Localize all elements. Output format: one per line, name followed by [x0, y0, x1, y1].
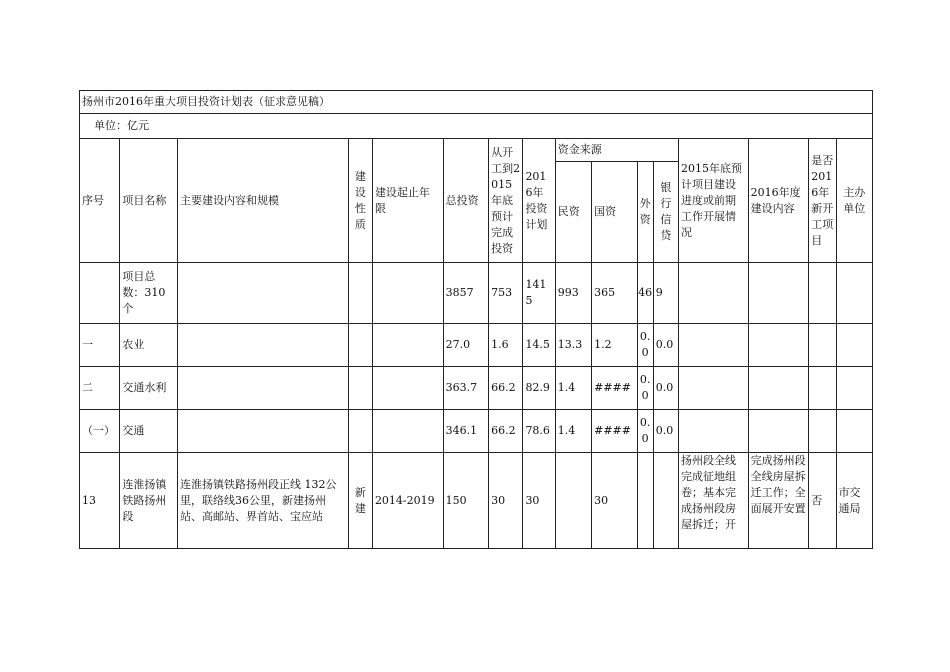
cell-name: 交通水利 — [120, 367, 178, 410]
cell-bank: 0.0 — [653, 367, 678, 410]
cell-bank — [653, 453, 678, 549]
cell-period — [372, 367, 443, 410]
cell-org — [836, 367, 872, 410]
cell-new — [809, 410, 836, 453]
cell-foreign-text: 46 — [638, 286, 653, 299]
header-org — [836, 139, 872, 263]
cell-state: 1.2 — [592, 324, 637, 367]
cell-foreign — [637, 410, 653, 453]
cell-nature — [348, 367, 372, 410]
cell-nature — [348, 453, 372, 549]
header-bank — [653, 162, 678, 263]
header-new2016: 是否2016年新开工项目 — [809, 139, 836, 263]
cell-private: 13.3 — [555, 324, 591, 367]
cell-name: 交通 — [120, 410, 178, 453]
cell-period — [372, 324, 443, 367]
header-foreign — [637, 162, 653, 263]
cell-state: 365 — [592, 263, 637, 324]
header-total: 总投资 — [443, 139, 488, 263]
cell-foreign — [637, 324, 653, 367]
cell-total: 27.0 — [443, 324, 488, 367]
unit-label: 单位：亿元 — [80, 114, 873, 139]
header-fund-source: 资金来源 — [555, 139, 678, 162]
cell-plan: 82.9 — [523, 367, 555, 410]
table-row — [80, 324, 873, 367]
header-nature — [348, 139, 372, 263]
cell-org — [836, 263, 872, 324]
cell-state: #### — [592, 410, 637, 453]
cell-bank: 0.0 — [653, 410, 678, 453]
cell-foreign-text: 0.0 — [639, 373, 651, 402]
cell-name: 农业 — [120, 324, 178, 367]
header-progress2015: 2015年底预计项目建设进度或前期工作开展情况 — [678, 139, 748, 263]
header-state: 国资 — [592, 162, 637, 263]
table-row — [80, 263, 873, 324]
cell-done: 66.2 — [489, 410, 523, 453]
cell-content2016 — [748, 324, 809, 367]
cell-private: 1.4 — [555, 410, 591, 453]
cell-seq: （一） — [80, 410, 120, 453]
cell-foreign — [637, 367, 653, 410]
cell-bank: 9 — [653, 263, 678, 324]
cell-nature — [348, 324, 372, 367]
header-content: 主要建设内容和规模 — [177, 139, 348, 263]
cell-content2016: 完成扬州段全线房屋拆迁工作；全面展开安置 — [748, 453, 809, 549]
table-row — [80, 453, 873, 549]
cell-progress — [678, 410, 748, 453]
cell-seq: 13 — [80, 453, 120, 549]
investment-plan-sheet — [79, 90, 873, 552]
header-bank-text: 银行信贷 — [660, 181, 672, 242]
cell-total: 363.7 — [443, 367, 488, 410]
cell-content — [177, 263, 348, 324]
cell-content2016 — [748, 263, 809, 324]
cell-name: 连淮扬镇铁路扬州段 — [120, 453, 178, 549]
cell-org — [836, 324, 872, 367]
header-org-text: 主办单位 — [843, 185, 866, 215]
cell-content — [177, 410, 348, 453]
header-content2016: 2016年度建设内容 — [748, 139, 809, 263]
cell-done: 30 — [489, 453, 523, 549]
cell-total: 346.1 — [443, 410, 488, 453]
cell-seq: 二 — [80, 367, 120, 410]
cell-plan: 1415 — [523, 263, 555, 324]
header-name: 项目名称 — [120, 139, 178, 263]
cell-state: 30 — [592, 453, 637, 549]
header-plan2016: 2016年投资计划 — [523, 139, 555, 263]
cell-state: #### — [592, 367, 637, 410]
cell-total: 150 — [443, 453, 488, 549]
cell-plan: 78.6 — [523, 410, 555, 453]
cell-new — [809, 324, 836, 367]
header-nature-text: 建设性质 — [354, 169, 366, 231]
cell-done: 1.6 — [489, 324, 523, 367]
cell-nature — [348, 263, 372, 324]
cell-name: 项目总数：310个 — [120, 263, 178, 324]
cell-content2016 — [748, 410, 809, 453]
header-period: 建设起止年限 — [372, 139, 443, 263]
cell-bank: 0.0 — [653, 324, 678, 367]
cell-progress — [678, 324, 748, 367]
cell-done: 66.2 — [489, 367, 523, 410]
cell-total: 3857 — [443, 263, 488, 324]
cell-foreign-text: 0.0 — [639, 416, 651, 445]
cell-content2016 — [748, 367, 809, 410]
cell-content: 连淮扬镇铁路扬州段正线 132公里，联络线36公里，新建扬州站、高邮站、界首站、宝应站 — [177, 453, 348, 549]
cell-new — [809, 367, 836, 410]
cell-private: 1.4 — [555, 367, 591, 410]
cell-org — [836, 410, 872, 453]
cell-foreign — [637, 263, 653, 324]
cell-done: 753 — [489, 263, 523, 324]
cell-org: 市交通局 — [836, 453, 872, 549]
cell-seq: 一 — [80, 324, 120, 367]
cell-period — [372, 263, 443, 324]
cell-foreign-text: 0.0 — [639, 330, 651, 359]
cell-plan: 14.5 — [523, 324, 555, 367]
investment-plan-table — [79, 90, 873, 549]
cell-nature — [348, 410, 372, 453]
document-title: 扬州市2016年重大项目投资计划表（征求意见稿） — [80, 91, 873, 114]
cell-private: 993 — [555, 263, 591, 324]
cell-progress: 扬州段全线完成征地组卷；基本完成扬州段房屋拆迁；开 — [678, 453, 748, 549]
cell-plan: 30 — [523, 453, 555, 549]
cell-new — [809, 263, 836, 324]
cell-content — [177, 324, 348, 367]
cell-private — [555, 453, 591, 549]
cell-nature-text: 新建 — [354, 485, 366, 515]
cell-seq — [80, 263, 120, 324]
cell-foreign — [637, 453, 653, 549]
table-row — [80, 367, 873, 410]
cell-content — [177, 367, 348, 410]
header-private: 民资 — [555, 162, 591, 263]
header-foreign-text: 外资 — [639, 197, 651, 226]
cell-progress — [678, 367, 748, 410]
cell-progress — [678, 263, 748, 324]
table-row — [80, 410, 873, 453]
header-seq: 序号 — [80, 139, 120, 263]
header-done2015: 从开工到2015年底预计完成投资 — [489, 139, 523, 263]
cell-new: 否 — [809, 453, 836, 549]
cell-period: 2014-2019 — [372, 453, 443, 549]
cell-period — [372, 410, 443, 453]
